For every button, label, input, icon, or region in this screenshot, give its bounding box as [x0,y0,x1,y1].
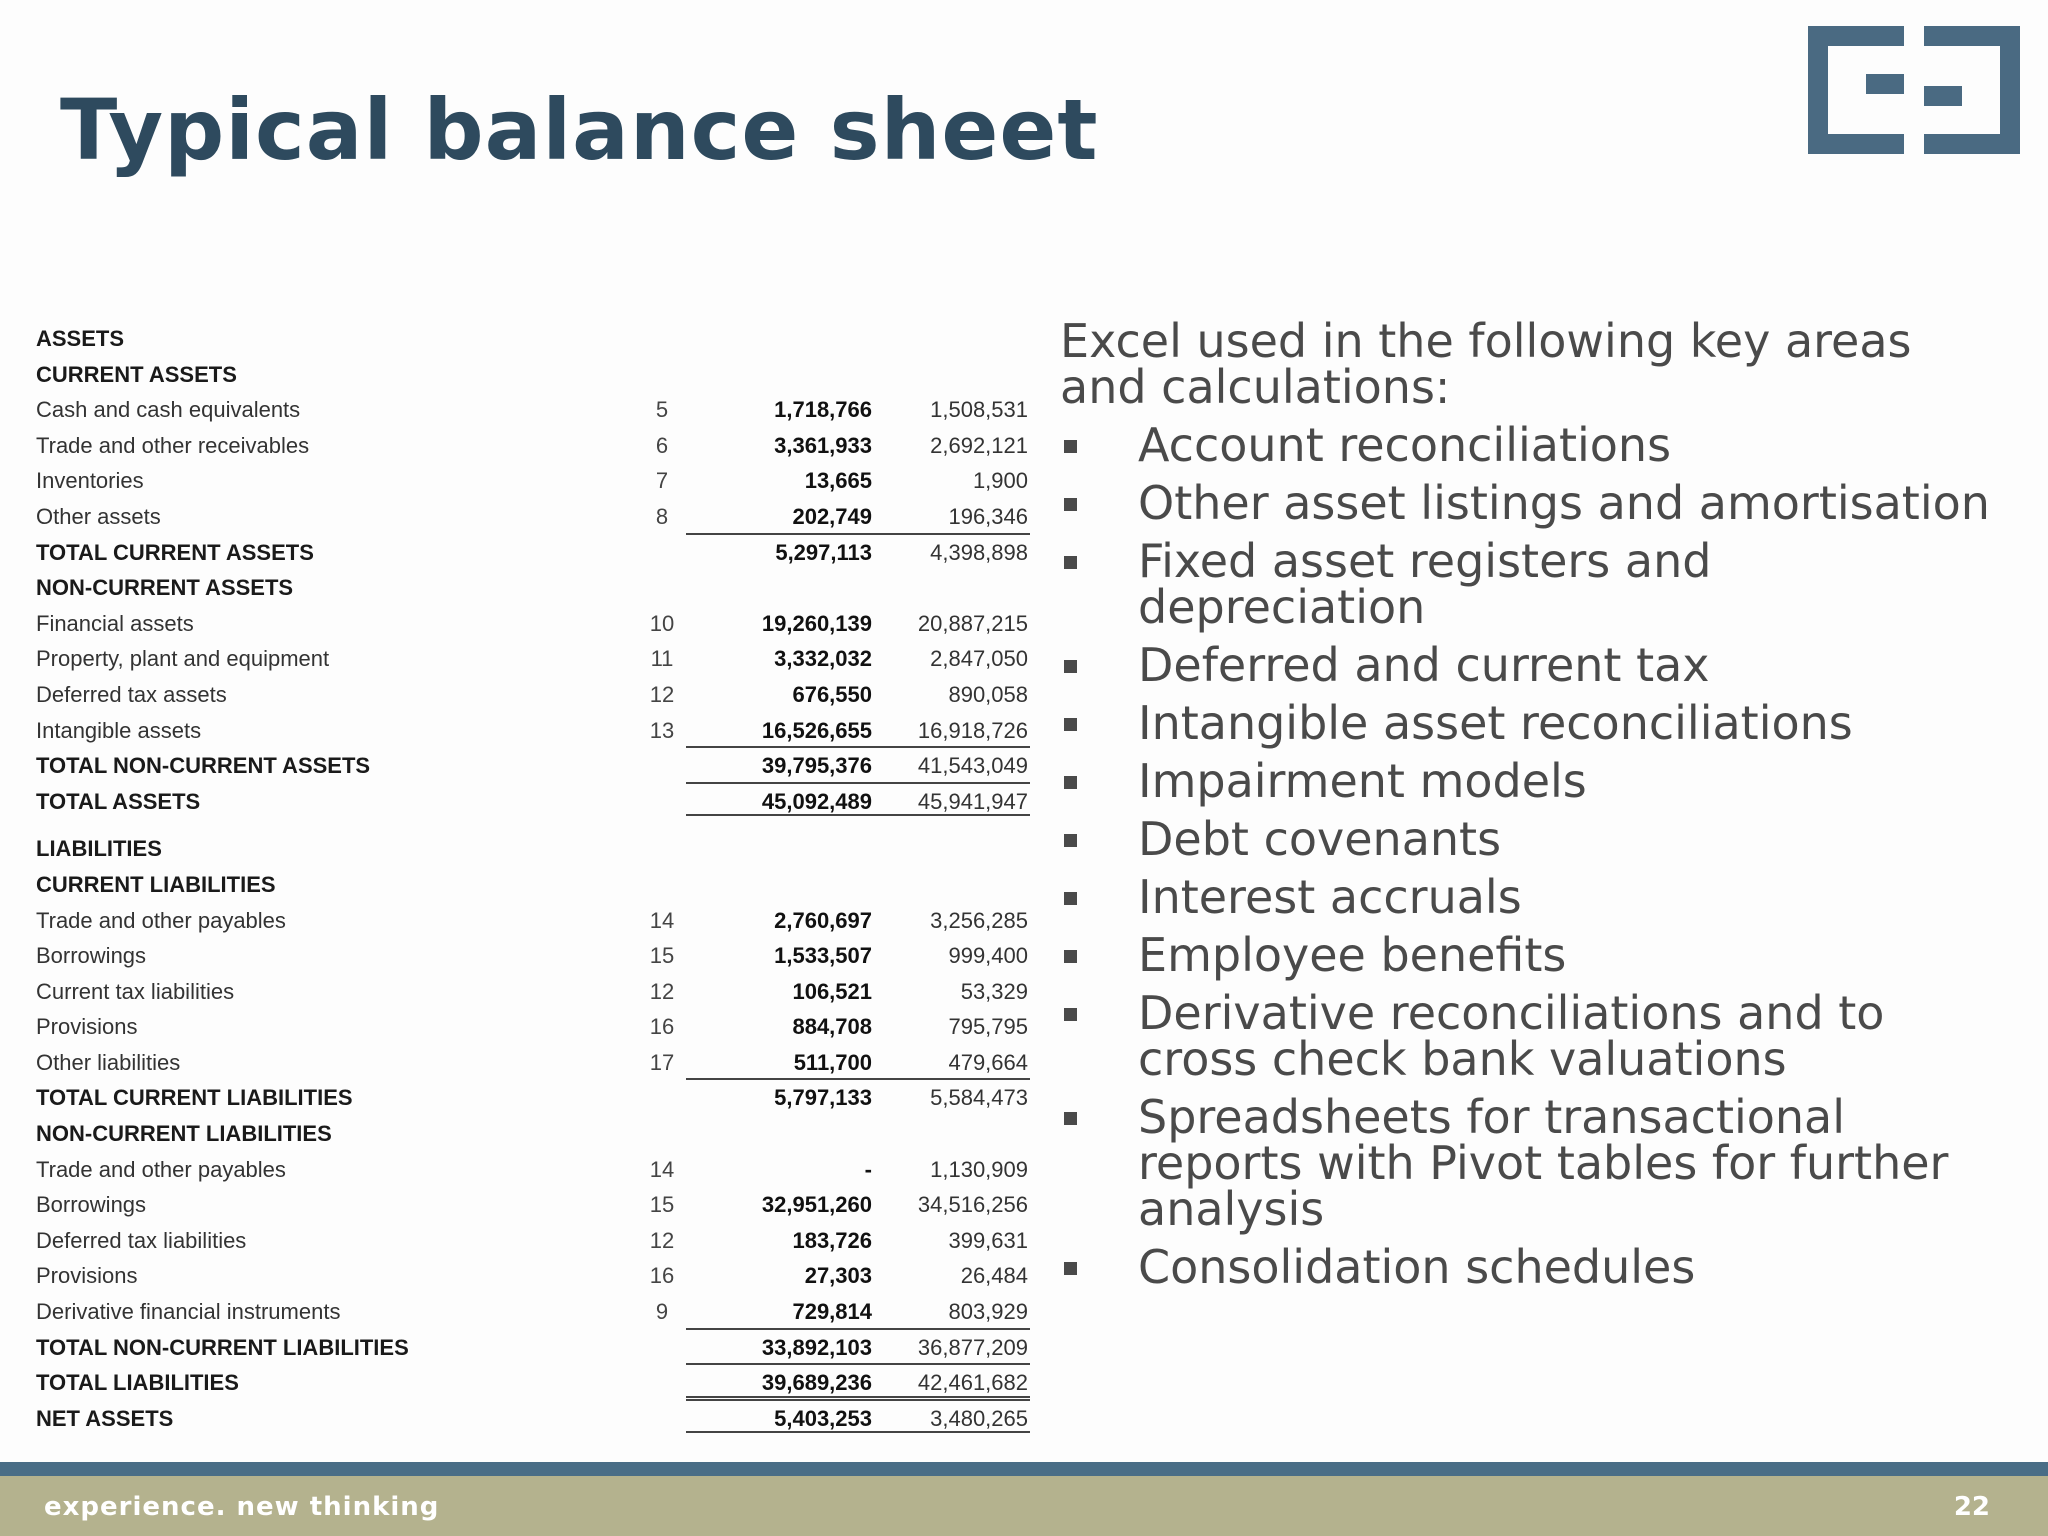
prior-year-value: 2,847,050 [930,646,1028,672]
line-item-row [36,391,1028,427]
current-year-value: 106,521 [792,978,872,1004]
bullet-square-icon [1064,950,1077,963]
note-ref: 17 [649,1049,675,1075]
prior-year-value: 795,795 [948,1014,1028,1040]
row-label: TOTAL ASSETS [36,788,201,814]
key-area-text: Fixed asset registers and depreciation [1138,534,1712,634]
key-area-item [1060,870,2000,924]
row-label: Property, plant and equipment [36,646,330,672]
bullet-square-icon [1064,776,1077,789]
note-ref: 8 [655,503,669,529]
current-year-value: 16,526,655 [761,717,872,743]
prior-year-value: 999,400 [948,943,1028,969]
prior-year-value: 41,543,049 [917,753,1028,779]
total-row [36,783,1028,819]
prior-year-value: 26,484 [960,1263,1028,1289]
prior-year-value: 1,508,531 [930,397,1028,423]
line-item-row [36,1257,1028,1293]
row-label: TOTAL NON-CURRENT LIABILITIES [36,1334,409,1360]
prior-year-value: 2,692,121 [930,432,1028,458]
current-year-value: 5,297,113 [775,539,872,565]
bullet-square-icon [1064,440,1077,453]
current-year-value: 884,708 [792,1014,872,1040]
line-item-row [36,605,1028,641]
total-row [36,1329,1028,1365]
key-area-text: Derivative reconciliations and to cross check bank valuations [1138,986,1885,1086]
note-ref: 16 [649,1263,675,1289]
prior-year-value: 1,900 [972,468,1028,494]
total-row [36,1079,1028,1115]
line-item-row [36,1222,1028,1258]
current-year-value: 27,303 [804,1263,872,1289]
note-ref: 13 [649,717,675,743]
row-label: Provisions [36,1014,138,1040]
footer-bar [0,1476,2048,1536]
bullet-square-icon [1064,556,1077,569]
current-year-value: 13,665 [804,468,872,494]
row-label: Intangible assets [36,717,202,743]
key-area-item [1060,754,2000,808]
section-gap [36,818,996,830]
line-item-row [36,427,1028,463]
row-label: Cash and cash equivalents [36,397,301,423]
row-label: ASSETS [36,326,125,351]
row-label: Deferred tax liabilities [36,1227,247,1253]
key-area-item [1060,1090,2000,1236]
bullet-square-icon [1064,718,1077,731]
key-area-text: Other asset listings and amortisation [1138,476,1990,530]
prior-year-value: 3,256,285 [930,907,1028,933]
row-label: TOTAL CURRENT LIABILITIES [36,1085,353,1111]
row-label: LIABILITIES [36,836,162,862]
current-year-value: 5,403,253 [774,1405,872,1431]
current-year-value: 5,797,133 [774,1085,872,1111]
prior-year-value: 479,664 [948,1049,1028,1075]
line-item-row [36,712,1028,748]
section-heading-row [36,320,996,356]
bullet-square-icon [1064,892,1077,905]
prior-year-value: 36,877,209 [917,1334,1028,1360]
note-ref: 10 [649,610,675,636]
total-row [36,534,1028,570]
row-label: Other assets [36,503,161,529]
key-area-item [1060,696,2000,750]
total-row [36,1400,1028,1436]
current-year-value: 676,550 [792,681,872,707]
prior-year-value: 890,058 [948,681,1028,707]
current-year-value: 183,726 [792,1227,872,1253]
page-number: 22 [1953,1492,1990,1522]
row-label: Trade and other receivables [36,432,310,458]
key-areas-list [1060,418,2000,1294]
current-year-value: 202,749 [792,503,872,529]
line-item-row [36,1293,1028,1329]
line-item-row [36,1186,1028,1222]
note-ref: 5 [655,397,669,423]
current-year-value: 729,814 [792,1299,872,1325]
bullet-square-icon [1064,1262,1077,1275]
key-area-text: Debt covenants [1138,812,1502,866]
row-label: NON-CURRENT LIABILITIES [36,1121,332,1147]
prior-year-value: 5,584,473 [930,1085,1028,1111]
current-year-value: 2,760,697 [774,907,872,933]
note-ref: 12 [649,1227,675,1253]
key-area-item [1060,418,2000,472]
key-area-text: Intangible asset reconciliations [1138,696,1853,750]
current-year-value: 39,795,376 [761,753,872,779]
current-year-value: - [864,1156,872,1182]
current-year-value: 32,951,260 [761,1192,872,1218]
key-area-item [1060,638,2000,692]
row-label: Provisions [36,1263,138,1289]
line-item-row [36,462,1028,498]
prior-year-value: 399,631 [948,1227,1028,1253]
section-heading-row [36,569,996,605]
line-item-row [36,1044,1028,1080]
section-heading-row [36,1115,996,1151]
current-year-value: 33,892,103 [761,1334,872,1360]
row-label: Inventories [36,468,144,494]
key-area-text: Impairment models [1138,754,1587,808]
key-area-text: Employee benefits [1138,928,1567,982]
prior-year-value: 16,918,726 [917,717,1028,743]
note-ref: 15 [649,943,675,969]
note-ref: 12 [649,681,675,707]
line-item-row [36,498,1028,534]
slide-title: Typical balance sheet [60,81,1099,179]
key-area-item [1060,928,2000,982]
row-label: NET ASSETS [36,1405,174,1431]
row-label: NON-CURRENT ASSETS [36,575,294,601]
row-label: TOTAL NON-CURRENT ASSETS [36,753,371,779]
footer-divider [0,1462,2048,1476]
key-area-text: Spreadsheets for transactional reports with Pivot tables for further analysis [1138,1090,1949,1236]
row-label: Trade and other payables [36,1156,286,1182]
key-area-text: Consolidation schedules [1138,1240,1696,1294]
bullet-square-icon [1064,660,1077,673]
section-heading-row [36,830,996,866]
line-item-row [36,937,1028,973]
prior-year-value: 4,398,898 [930,539,1028,565]
current-year-value: 45,092,489 [761,788,872,814]
current-year-value: 19,260,139 [761,610,872,636]
section-heading-row [36,866,996,902]
current-year-value: 3,332,032 [774,646,872,672]
bullet-square-icon [1064,834,1077,847]
row-label: CURRENT LIABILITIES [36,871,276,897]
key-area-item [1060,476,2000,530]
balance-sheet-table [36,320,1028,1435]
row-label: Borrowings [36,1192,147,1218]
key-area-text: Deferred and current tax [1138,638,1710,692]
key-area-item [1060,812,2000,866]
key-areas-intro: Excel used in the following key areas and calculations: [1060,314,1912,414]
key-area-text: Interest accruals [1138,870,1522,924]
row-label: Financial assets [36,610,194,636]
note-ref: 6 [655,432,669,458]
total-row [36,1364,1028,1400]
current-year-value: 39,689,236 [761,1370,872,1396]
row-label: Trade and other payables [36,907,286,933]
row-label: TOTAL CURRENT ASSETS [36,539,314,565]
line-item-row [36,676,1028,712]
note-ref: 15 [649,1192,675,1218]
current-year-value: 1,533,507 [774,943,872,969]
note-ref: 16 [649,1014,675,1040]
prior-year-value: 1,130,909 [930,1156,1028,1182]
prior-year-value: 45,941,947 [917,788,1028,814]
row-label: Other liabilities [36,1049,181,1075]
prior-year-value: 34,516,256 [917,1192,1028,1218]
row-label: Current tax liabilities [36,978,235,1004]
prior-year-value: 42,461,682 [917,1370,1028,1396]
note-ref: 11 [650,646,674,672]
prior-year-value: 53,329 [960,978,1028,1004]
line-item-row [36,902,1028,938]
company-logo [1808,26,2020,154]
key-areas-panel [1060,314,2000,1302]
line-item-row [36,1151,1028,1187]
key-area-item [1060,986,2000,1086]
total-row [36,747,1028,783]
prior-year-value: 3,480,265 [930,1405,1028,1431]
bullet-square-icon [1064,1008,1077,1021]
prior-year-value: 196,346 [948,503,1028,529]
line-item-row [36,640,1028,676]
note-ref: 12 [649,978,675,1004]
bullet-square-icon [1064,1112,1077,1125]
bullet-square-icon [1064,498,1077,511]
current-year-value: 3,361,933 [774,432,872,458]
line-item-row [36,1008,1028,1044]
note-ref: 14 [649,907,675,933]
row-label: Derivative financial instruments [36,1299,341,1325]
key-area-item [1060,1240,2000,1294]
current-year-value: 1,718,766 [774,397,872,423]
prior-year-value: 20,887,215 [917,610,1028,636]
note-ref: 7 [655,468,669,494]
row-label: Borrowings [36,943,147,969]
key-area-text: Account reconciliations [1138,418,1672,472]
row-label: CURRENT ASSETS [36,361,237,387]
note-ref: 9 [655,1299,669,1325]
footer-tagline: experience. new thinking [44,1492,440,1522]
prior-year-value: 803,929 [948,1299,1028,1325]
current-year-value: 511,700 [793,1049,872,1075]
note-ref: 14 [649,1156,675,1182]
row-label: Deferred tax assets [36,681,227,707]
line-item-row [36,973,1028,1009]
key-area-item [1060,534,2000,634]
section-heading-row [36,356,996,392]
row-label: TOTAL LIABILITIES [36,1370,239,1396]
